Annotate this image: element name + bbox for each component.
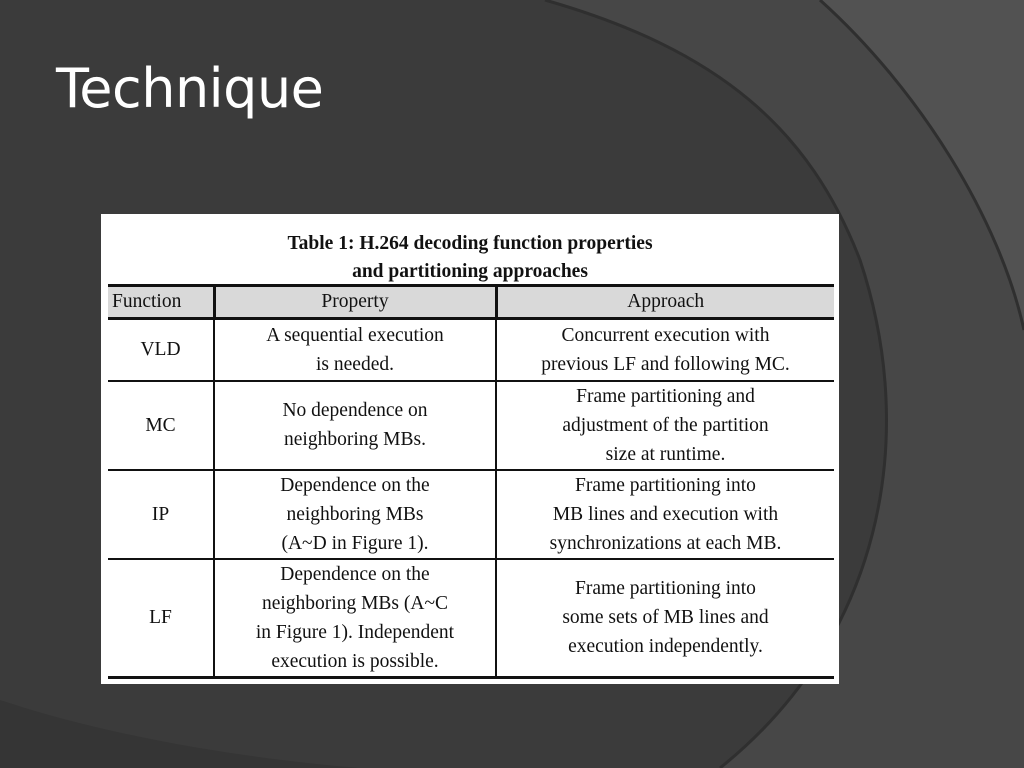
- property-cell: [214, 559, 496, 678]
- approach-cell: [496, 319, 834, 381]
- cell-line: No dependence on: [282, 400, 428, 421]
- function-cell: LF: [108, 559, 214, 678]
- cell-line: Frame partitioning into: [575, 474, 756, 496]
- approach-cell: [496, 559, 834, 678]
- cell-line: in Figure 1). Independent: [255, 621, 455, 643]
- cell-line: A sequential execution: [266, 324, 444, 346]
- property-cell: [214, 381, 496, 470]
- property-cell: [214, 319, 496, 381]
- function-cell: IP: [108, 470, 214, 559]
- caption-line: Table 1: H.264 decoding function properties: [287, 233, 653, 254]
- table-row: [108, 319, 834, 381]
- table-row: [108, 470, 834, 559]
- header-approach: Approach: [496, 286, 834, 319]
- approach-cell: [496, 381, 834, 470]
- header-row: [108, 286, 834, 319]
- properties-table: [108, 284, 834, 679]
- cell-line: Dependence on the: [280, 474, 430, 496]
- cell-line: neighboring MBs.: [284, 429, 426, 450]
- cell-line: adjustment of the partition: [562, 414, 769, 436]
- function-cell: MC: [108, 381, 214, 470]
- cell-line: Dependence on the: [280, 563, 430, 585]
- cell-line: synchronizations at each MB.: [549, 532, 782, 554]
- caption-line: and partitioning approaches: [352, 261, 588, 282]
- cell-line: execution is possible.: [271, 650, 439, 672]
- cell-line: is needed.: [316, 353, 394, 375]
- property-cell: [214, 470, 496, 559]
- cell-line: (A~D in Figure 1).: [281, 532, 429, 554]
- table-row: [108, 381, 834, 470]
- cell-line: Frame partitioning and: [576, 385, 755, 407]
- cell-line: Frame partitioning into: [575, 578, 756, 599]
- approach-cell: [496, 470, 834, 559]
- table-row: [108, 559, 834, 678]
- cell-line: MB lines and execution with: [552, 503, 779, 525]
- table-caption: [101, 230, 839, 286]
- cell-line: neighboring MBs (A~C: [261, 592, 449, 614]
- cell-line: Concurrent execution with: [561, 324, 770, 346]
- header-property: Property: [214, 286, 496, 319]
- cell-line: size at runtime.: [605, 443, 726, 465]
- header-function: Function: [108, 286, 214, 319]
- cell-line: execution independently.: [568, 636, 763, 657]
- function-cell: VLD: [108, 319, 214, 381]
- cell-line: neighboring MBs: [286, 503, 424, 525]
- slide-title: Technique: [56, 57, 324, 120]
- cell-line: some sets of MB lines and: [562, 607, 769, 628]
- table-figure: [101, 214, 839, 684]
- cell-line: previous LF and following MC.: [541, 353, 790, 375]
